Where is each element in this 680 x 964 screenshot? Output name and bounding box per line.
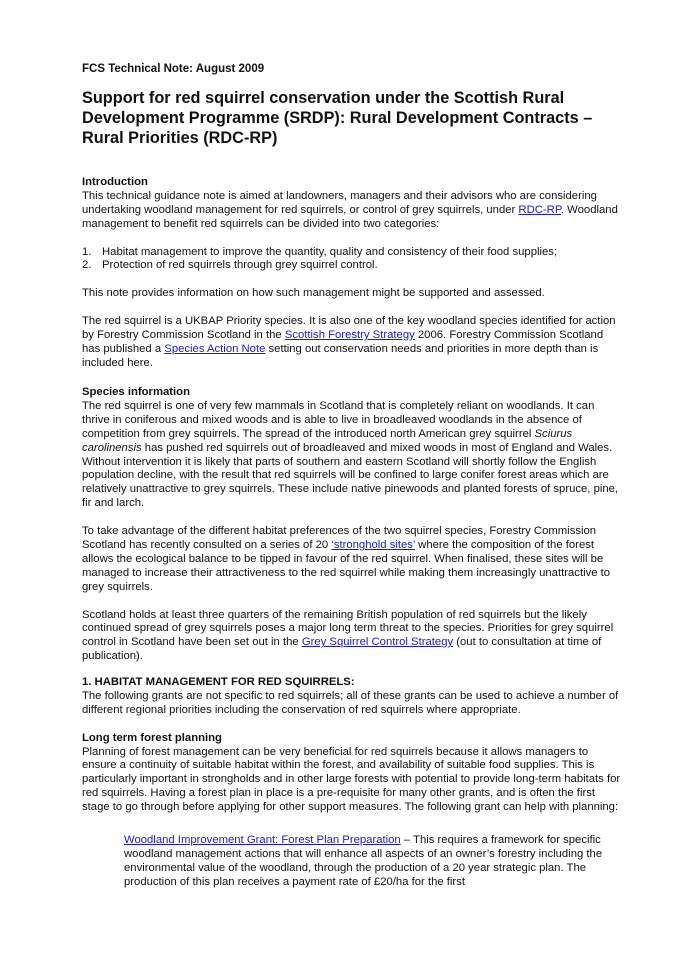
list-number: 2. [82, 259, 92, 272]
text: This technical guidance note is aimed at landowners, managers and their advisors who are considering undertaking woodland management for red squirrels, or control of grey squirrels, under [82, 189, 597, 216]
note-paragraph: This note provides information on how such management might be supported and assessed. [82, 287, 545, 300]
grant-description: – This requires a framework for specific woodland management actions that will enhance all aspects of an owner’s forestry including the environmental value of the woodland, through the production of a 20 year strategic plan. The production of this plan receives a payment rate of £20/ha for the first [124, 834, 603, 888]
population-paragraph [82, 609, 622, 665]
grant-item [124, 834, 614, 890]
text: where the composition of the forest allows the ecological balance to be tipped in favour of the red squirrel. When finalised, these sites will be managed to increase their attractiveness to the red squirrel while making them increasingly unattractive to grey squirrels. [82, 538, 611, 593]
document-meta: FCS Technical Note: August 2009 [82, 63, 265, 75]
ukbap-paragraph [82, 315, 622, 371]
text: To take advantage of the different habitat preferences of the two squirrel species, Forestry Commission Scotland has recently consulted on a series of 20 [82, 525, 597, 551]
list-text: Habitat management to improve the quantity, quality and consistency of their food supplies; [102, 245, 558, 258]
grey-squirrel-strategy-link[interactable]: Grey Squirrel Control Strategy [301, 636, 454, 649]
habitat-heading: 1. HABITAT MANAGEMENT FOR RED SQUIRRELS: [82, 676, 355, 688]
stronghold-sites-link[interactable]: ‘stronghold sites’ [331, 538, 416, 551]
planning-paragraph: Planning of forest management can be very beneficial for red squirrels because it allows managers to ensure a continuity of suitable habitat within the forest, and availability of suitable food supplies. This is particularly important in strongholds and in other large forests with potential to provide long-term habitats for red squirrels. Having a forest plan in place is a pre-requisite for many other grants, and is often the first stage to go through before applying for other support measures. The following grant can help with planning: [82, 745, 621, 814]
habitat-paragraph: The following grants are not specific to red squirrels; all of these grants can be used to achieve a number of different regional priorities including the conservation of red squirrels where appropriate. [82, 689, 619, 716]
forest-plan-grant-link[interactable]: Woodland Improvement Grant: Forest Plan Preparation [124, 834, 401, 846]
introduction-paragraph [82, 190, 622, 232]
species-action-note-link[interactable]: Species Action Note [164, 342, 266, 355]
scientific-name: Sciurus carolinensis [82, 427, 573, 454]
text: setting out conservation needs and priorities in more depth than is included here. [82, 342, 599, 369]
text: . Woodland management to benefit red squirrels can be divided into two categories: [82, 203, 618, 230]
text: has pushed red squirrels out of broadleaved and mixed woods in most of England and Wales. Without intervention it is likely that parts of southern and eastern Scotland will shortly follow the English population decline, with the result that red squirrels will be confined to large conifer forest areas which are relatively unattractive to grey squirrels. These include native pinewoods and planted forests of spruce, pine, fir and larch. [82, 441, 619, 510]
scottish-forestry-strategy-link[interactable]: Scottish Forestry Strategy [284, 328, 415, 341]
stronghold-paragraph [82, 525, 622, 595]
text: 2006. Forestry Commission Scotland has published a [82, 328, 604, 355]
document-title: Support for red squirrel conservation under the Scottish Rural Development Programme (SRDP): Rural Development Contracts – Rural Priorities (RDC-RP) [82, 89, 593, 147]
species-paragraph [82, 400, 622, 511]
categories-list [82, 246, 622, 274]
text: Scotland holds at least three quarters of the remaining British population of red squirrels but the likely continued spread of grey squirrels poses a major long term threat to the species. Priorities for grey squirrel control in Scotland have been set out in the [82, 608, 614, 649]
list-number: 1. [82, 245, 92, 258]
rdc-rp-link[interactable]: RDC-RP [518, 203, 561, 216]
introduction-heading: Introduction [82, 176, 148, 188]
species-heading: Species information [82, 386, 190, 398]
list-text: Protection of red squirrels through grey squirrel control. [102, 259, 378, 272]
list-item [82, 259, 622, 273]
list-item [82, 246, 622, 260]
introduction-section [82, 176, 622, 371]
habitat-section [82, 676, 622, 815]
planning-subheading: Long term forest planning [82, 731, 222, 744]
text: The red squirrel is one of very few mammals in Scotland that is completely reliant on woodlands. It can thrive in coniferous and mixed woods and is able to live in broadleaved woodlands in the absence of competition from grey squirrels. The spread of the introduced north American grey squirrel [82, 399, 595, 440]
text: (out to consultation at time of publication). [82, 636, 602, 663]
species-section [82, 386, 622, 664]
text: The red squirrel is a UKBAP Priority species. It is also one of the key woodland species identified for action by Forestry Commission Scotland in the [82, 315, 616, 341]
